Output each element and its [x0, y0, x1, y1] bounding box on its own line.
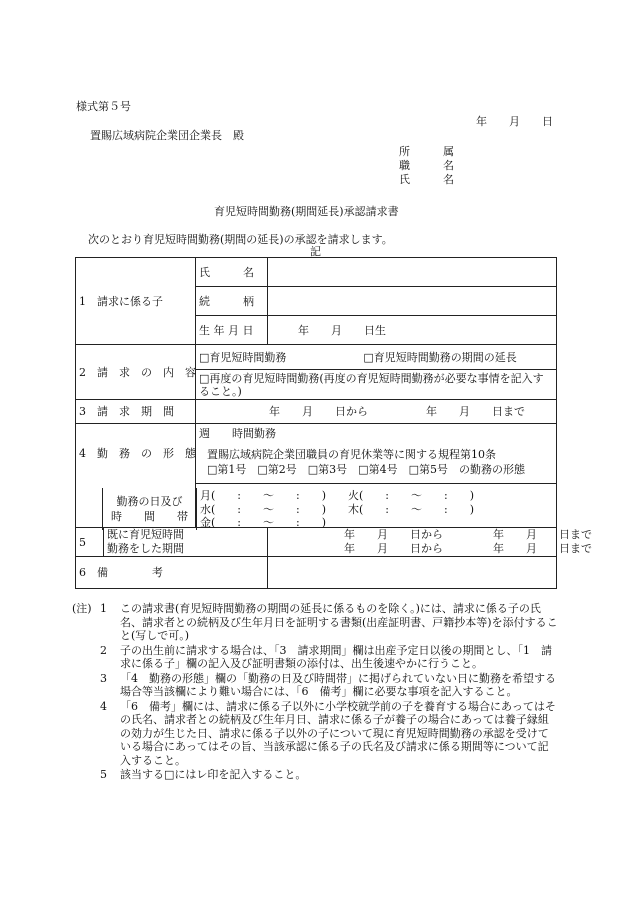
previous-to-1: 年 月 日まで — [493, 528, 592, 541]
page-title: 育児短時間勤務(期間延長)承認請求書 — [214, 205, 399, 218]
note-number: 2 — [100, 643, 107, 657]
note-text: 該当する□にはレ印を記入すること。 — [120, 768, 307, 781]
previous-to-2: 年 月 日まで — [493, 542, 592, 555]
addressee: 置賜広域病院企業団企業長 殿 — [90, 129, 244, 142]
work-days-label-line1: 勤務の日及び — [116, 495, 183, 508]
child-name-label: 氏 名 — [196, 258, 268, 287]
content-label: 2 請 求 の 内 容 — [76, 345, 196, 400]
child-label: 1 請求に係る子 — [76, 258, 196, 345]
child-dob-label: 生 年 月 日 — [196, 316, 268, 345]
period-to: 年 月 日まで — [426, 405, 525, 418]
child-name-field[interactable] — [268, 258, 557, 287]
note-item — [72, 768, 558, 782]
remarks-field[interactable] — [268, 557, 557, 589]
previous-num: 5 — [76, 528, 104, 557]
period-from: 年 月 日から — [269, 405, 368, 418]
request-form-table — [75, 257, 592, 589]
previous-label-line1: 既に育児短時間 — [107, 528, 184, 541]
note-text: この請求書(育児短時間勤務の期間の延長に係るものを除く。)には、請求に係る子の氏名、請求者との続柄及び生年月日を証明する書類(出産証明書、戸籍抄本等)を添付すること(写しで可。) — [120, 602, 558, 642]
friday-hours[interactable]: 金( : ～ : ) — [200, 516, 326, 529]
period-field[interactable] — [196, 400, 557, 424]
previous-label — [104, 528, 268, 557]
weekly-hours-field[interactable]: 週 時間勤務 — [199, 427, 276, 440]
ki-marker: 記 — [310, 245, 321, 258]
previous-label-line2: 勤務をした期間 — [107, 542, 184, 555]
period-label: 3 請 求 期 間 — [76, 400, 196, 424]
child-dob-field[interactable]: 年 月 日生 — [268, 316, 557, 345]
monday-hours[interactable]: 月( : ～ : ) — [200, 489, 326, 502]
note-text: 「6 備考」欄には、請求に係る子以外に小学校就学前の子を養育する場合にあってはその氏名、請求者との続柄及び生年月日、請求に係る子が養子の場合にあっては養子縁組の効力が生じた日、請求に係る子以外の子について現に育児短時間勤務の承認を受けている場合にあってはその旨、当該承認に係る子の氏名及び請求に係る期間等について記入すること。 — [120, 699, 556, 767]
intro-text: 次のとおり育児短時間勤務(期間の延長)の承認を請求します。 — [88, 233, 393, 246]
note-number: 1 — [100, 602, 107, 615]
previous-from-2: 年 月 日から — [344, 542, 443, 555]
note-text: 「4 勤務の形態」欄の「勤務の日及び時間帯」に掲げられていない日に勤務を希望する場合等当該欄により難い場合には、「6 備考」欄に必要な事項を記入すること。 — [120, 671, 556, 698]
child-relation-label: 続 柄 — [196, 287, 268, 316]
content-options-row — [196, 345, 557, 370]
note-item — [72, 644, 558, 671]
note-item — [72, 672, 558, 699]
work-days-label-line2: 時 間 帯 — [111, 510, 188, 523]
affiliation-label: 所 属 — [399, 145, 454, 158]
rule-text: 置賜広域病院企業団職員の育児休業等に関する規程第10条 — [207, 448, 496, 461]
note-item — [72, 700, 558, 768]
option-extension-checkbox[interactable]: □育児短時間勤務の期間の延長 — [363, 350, 517, 364]
note-number: 3 — [100, 671, 107, 685]
work-days-label — [102, 488, 197, 530]
note-number: 5 — [100, 768, 107, 781]
work-form-label: 4 勤 務 の 形 態 — [76, 424, 196, 528]
thursday-hours[interactable]: 木( : ～ : ) — [348, 502, 474, 516]
notes-section — [72, 602, 558, 783]
note-text: 子の出生前に請求する場合は、「3 請求期間」欄は出産予定日以後の期間とし、「1 請求に係る子」欄の記入及び証明書類の添付は、出生後速やかに行うこと。 — [120, 643, 552, 670]
notes-prefix: (注) — [72, 602, 92, 615]
work-form-options[interactable]: □第1号 □第2号 □第3号 □第4号 □第5号 の勤務の形態 — [207, 463, 525, 476]
previous-periods[interactable] — [268, 528, 592, 557]
note-item — [72, 602, 558, 643]
option-short-time-checkbox[interactable]: □育児短時間勤務 — [199, 350, 287, 364]
form-number: 様式第５号 — [76, 100, 131, 113]
work-form-cell — [196, 424, 557, 484]
name-label: 氏 名 — [399, 173, 454, 186]
work-days-schedule[interactable] — [200, 489, 474, 530]
date-field[interactable]: 年 月 日 — [476, 115, 553, 128]
note-number: 4 — [100, 699, 107, 713]
tuesday-hours[interactable]: 火( : ～ : ) — [348, 489, 474, 502]
wednesday-hours[interactable]: 水( : ～ : ) — [200, 502, 326, 516]
remarks-label: 6 備 考 — [76, 557, 268, 589]
previous-from-1: 年 月 日から — [344, 528, 443, 541]
child-relation-field[interactable] — [268, 287, 557, 316]
option-again-checkbox[interactable]: □再度の育児短時間勤務(再度の育児短時間勤務が必要な事情を記入すること。) — [196, 370, 557, 400]
position-label: 職 名 — [399, 159, 454, 172]
